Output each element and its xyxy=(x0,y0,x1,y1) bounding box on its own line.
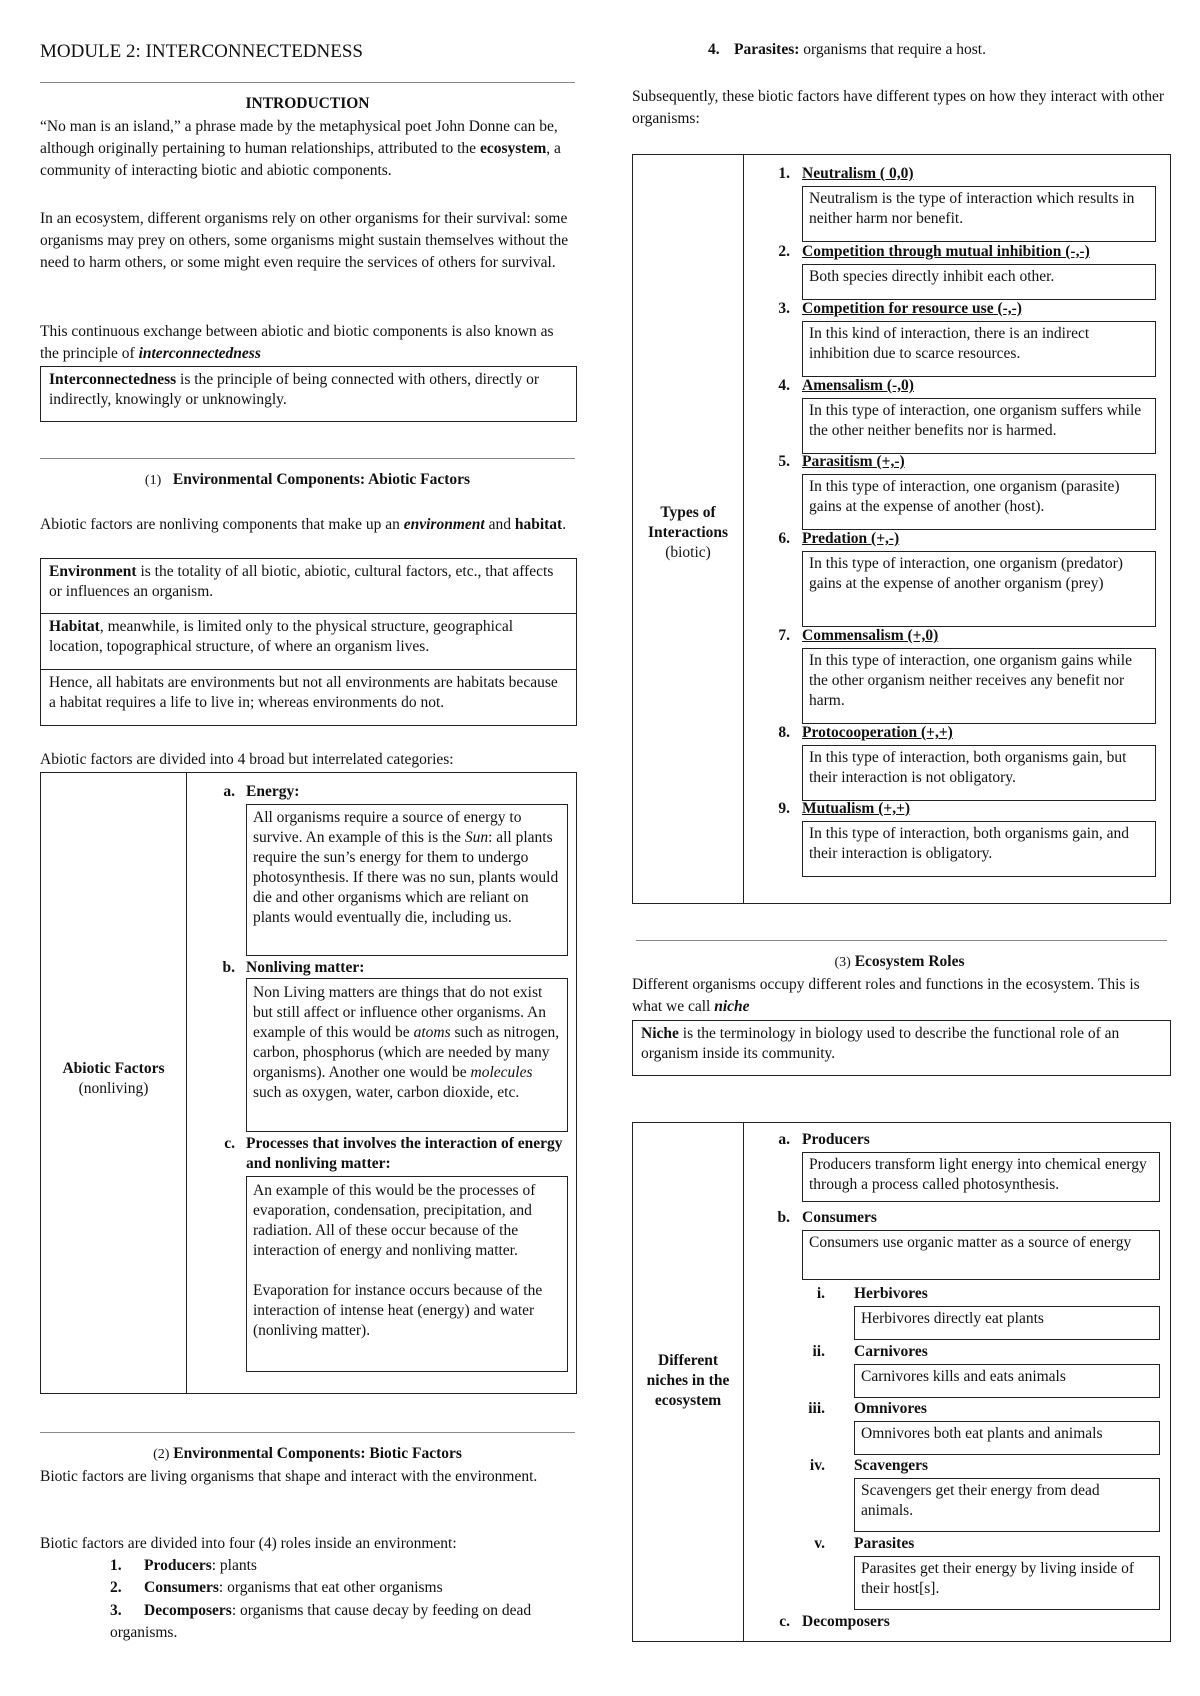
interaction-number: 5. xyxy=(778,453,790,470)
consumer-sub-number: v. xyxy=(814,1535,825,1552)
abiotic-c-mark: c. xyxy=(224,1135,235,1152)
abiotic-b-mark: b. xyxy=(222,959,235,976)
interaction-number: 1. xyxy=(778,165,790,182)
biotic-paragraph-2: Biotic factors are divided into four (4) roles inside an environment: xyxy=(40,1535,457,1552)
interaction-description-box: In this type of interaction, one organism (predator) gains at the expense of another organism (prey) xyxy=(802,551,1156,627)
interaction-title: Mutualism (+,+) xyxy=(802,800,911,817)
divider xyxy=(40,458,575,459)
producers-description-box: Producers transform light energy into chemical energy through a process called photosynthesis. xyxy=(802,1152,1160,1202)
module-title: MODULE 2: INTERCONNECTEDNESS xyxy=(40,41,363,62)
interaction-description-box: Both species directly inhibit each other. xyxy=(802,264,1156,300)
processes-description-box: An example of this would be the processes of evaporation, condensation, precipitation, and radiation. All of these occur because of the interaction of energy and nonliving matter. Evaporation for instance occurs because of the interaction of intense heat (energy) and water (nonliving matter). xyxy=(246,1176,568,1372)
consumer-sub-description-box: Parasites get their energy by living inside of their host[s]. xyxy=(854,1556,1160,1610)
interaction-number: 9. xyxy=(778,800,790,817)
nonliving-matter-description-box: Non Living matters are things that do not exist but still affect or influence other organisms. An example of this would be atoms such as nitrogen, carbon, phosphorus (which are needed by many organisms). Another one would be molecules such as oxygen, water, carbon dioxide, etc. xyxy=(246,978,568,1132)
consumer-sub-title: Herbivores xyxy=(854,1285,928,1302)
interaction-description-box: In this type of interaction, both organisms gain, and their interaction is obligatory. xyxy=(802,821,1156,877)
consumer-sub-title: Omnivores xyxy=(854,1400,927,1417)
abiotic-table-label: Abiotic Factors (nonliving) xyxy=(62,1060,165,1098)
interaction-title: Protocooperation (+,+) xyxy=(802,724,953,741)
consumer-sub-description-box: Scavengers get their energy from dead animals. xyxy=(854,1478,1160,1532)
biotic-role-1: 1. Producers: plants xyxy=(110,1557,257,1574)
interaction-description-box: Neutralism is the type of interaction which results in neither harm nor benefit. xyxy=(802,186,1156,242)
interaction-description-box: In this type of interaction, one organism gains while the other organism neither receives any benefit nor harm. xyxy=(802,648,1156,724)
table-divider xyxy=(186,773,187,1393)
biotic-role-4: 4. Parasites: organisms that require a host. xyxy=(708,41,986,58)
interconnectedness-definition-box: Interconnectedness is the principle of being connected with others, directly or indirectly, knowingly or unknowingly. xyxy=(40,366,577,422)
interaction-title: Competition through mutual inhibition (-,-) xyxy=(802,243,1090,260)
habitat-definition-box: Habitat, meanwhile, is limited only to the physical structure, geographical location, topographical structure, of where an organism lives. xyxy=(40,614,577,670)
interaction-number: 7. xyxy=(778,627,790,644)
consumer-sub-description-box: Herbivores directly eat plants xyxy=(854,1306,1160,1340)
environment-definition-box: Environment is the totality of all biotic, abiotic, cultural factors, etc., that affects or influences an organism. xyxy=(40,558,577,614)
interaction-number: 2. xyxy=(778,243,790,260)
interaction-description-box: In this kind of interaction, there is an indirect inhibition due to scarce resources. xyxy=(802,321,1156,377)
niche-c-title: Decomposers xyxy=(802,1613,890,1630)
niche-a-mark: a. xyxy=(778,1131,790,1148)
biotic-role-3: 3. Decomposers: organisms that cause decay by feeding on dead organisms. xyxy=(110,1602,532,1641)
intro-heading: INTRODUCTION xyxy=(245,95,370,112)
abiotic-a-title: Energy: xyxy=(246,783,300,800)
intro-paragraph-2: In an ecosystem, different organisms rely on other organisms for their survival: some organisms may prey on others, some organisms might sustain themselves without the need to harm others, or some might even require the services of others for survival. xyxy=(40,210,569,271)
niches-table-label: Different niches in the ecosystem xyxy=(646,1352,730,1409)
interaction-title: Neutralism ( 0,0) xyxy=(802,165,914,182)
consumer-sub-number: iii. xyxy=(808,1400,825,1417)
hence-box: Hence, all habitats are environments but not all environments are habitats because a habitat requires a life to live in; whereas environments do not. xyxy=(40,670,577,726)
abiotic-heading: (1) Environmental Components: Abiotic Factors xyxy=(144,471,471,488)
abiotic-categories-intro: Abiotic factors are divided into 4 broad but interrelated categories: xyxy=(40,751,454,768)
table-divider xyxy=(743,155,744,903)
divider xyxy=(40,1432,575,1433)
interaction-title: Parasitism (+,-) xyxy=(802,453,905,470)
abiotic-a-mark: a. xyxy=(223,783,235,800)
divider xyxy=(40,82,575,83)
interactions-table-label: Types of Interactions (biotic) xyxy=(647,504,729,561)
interaction-title: Amensalism (-,0) xyxy=(802,377,914,394)
interaction-description-box: In this type of interaction, one organism suffers while the other neither benefits nor is harmed. xyxy=(802,398,1156,454)
interaction-number: 8. xyxy=(778,724,790,741)
table-divider xyxy=(743,1123,744,1641)
niche-b-mark: b. xyxy=(777,1209,790,1226)
interaction-title: Commensalism (+,0) xyxy=(802,627,939,644)
roles-heading: (3) Ecosystem Roles xyxy=(834,953,965,970)
intro-paragraph-3: This continuous exchange between abiotic and biotic components is also known as the principle of interconnectedness xyxy=(40,323,554,362)
biotic-heading: (2) Environmental Components: Biotic Factors xyxy=(153,1445,462,1462)
interaction-number: 6. xyxy=(778,530,790,547)
niche-a-title: Producers xyxy=(802,1131,870,1148)
energy-description-box: All organisms require a source of energy to survive. An example of this is the Sun: all plants require the sun’s energy for them to undergo photosynthesis. If there was no sun, plants would die and other organisms which are reliant on plants would eventually die, including us. xyxy=(246,804,568,956)
roles-paragraph: Different organisms occupy different roles and functions in the ecosystem. This is what we call niche xyxy=(632,976,1140,1015)
niche-c-mark: c. xyxy=(779,1613,790,1630)
consumer-sub-description-box: Omnivores both eat plants and animals xyxy=(854,1421,1160,1455)
interaction-description-box: In this type of interaction, one organism (parasite) gains at the expense of another (host). xyxy=(802,474,1156,530)
consumers-description-box: Consumers use organic matter as a source of energy xyxy=(802,1230,1160,1280)
divider xyxy=(636,940,1167,941)
abiotic-b-title: Nonliving matter: xyxy=(246,959,365,976)
niche-b-title: Consumers xyxy=(802,1209,877,1226)
consumer-sub-title: Carnivores xyxy=(854,1343,928,1360)
subsequently-paragraph: Subsequently, these biotic factors have different types on how they interact with other organisms: xyxy=(632,88,1165,127)
consumer-sub-number: ii. xyxy=(812,1343,825,1360)
consumer-sub-title: Scavengers xyxy=(854,1457,929,1474)
interaction-number: 3. xyxy=(778,300,790,317)
biotic-paragraph-1: Biotic factors are living organisms that shape and interact with the environment. xyxy=(40,1468,538,1485)
abiotic-c-title: Processes that involves the interaction of energy and nonliving matter: xyxy=(246,1135,563,1172)
biotic-role-2: 2. Consumers: organisms that eat other organisms xyxy=(110,1579,443,1596)
interaction-title: Predation (+,-) xyxy=(802,530,900,547)
niche-definition-box: Niche is the terminology in biology used to describe the functional role of an organism inside its community. xyxy=(632,1020,1171,1076)
consumer-sub-description-box: Carnivores kills and eats animals xyxy=(854,1364,1160,1398)
consumer-sub-number: i. xyxy=(816,1285,825,1302)
interaction-description-box: In this type of interaction, both organisms gain, but their interaction is not obligatory. xyxy=(802,745,1156,801)
consumer-sub-number: iv. xyxy=(809,1457,825,1474)
interaction-number: 4. xyxy=(778,377,790,394)
intro-paragraph-1: “No man is an island,” a phrase made by the metaphysical poet John Donne can be, although originally pertaining to human relationships, attributed to the ecosystem, a community of interacting biotic and abiotic components. xyxy=(40,118,561,179)
interaction-title: Competition for resource use (-,-) xyxy=(802,300,1022,317)
abiotic-paragraph: Abiotic factors are nonliving components that make up an environment and habitat. xyxy=(40,516,567,533)
consumer-sub-title: Parasites xyxy=(854,1535,915,1552)
